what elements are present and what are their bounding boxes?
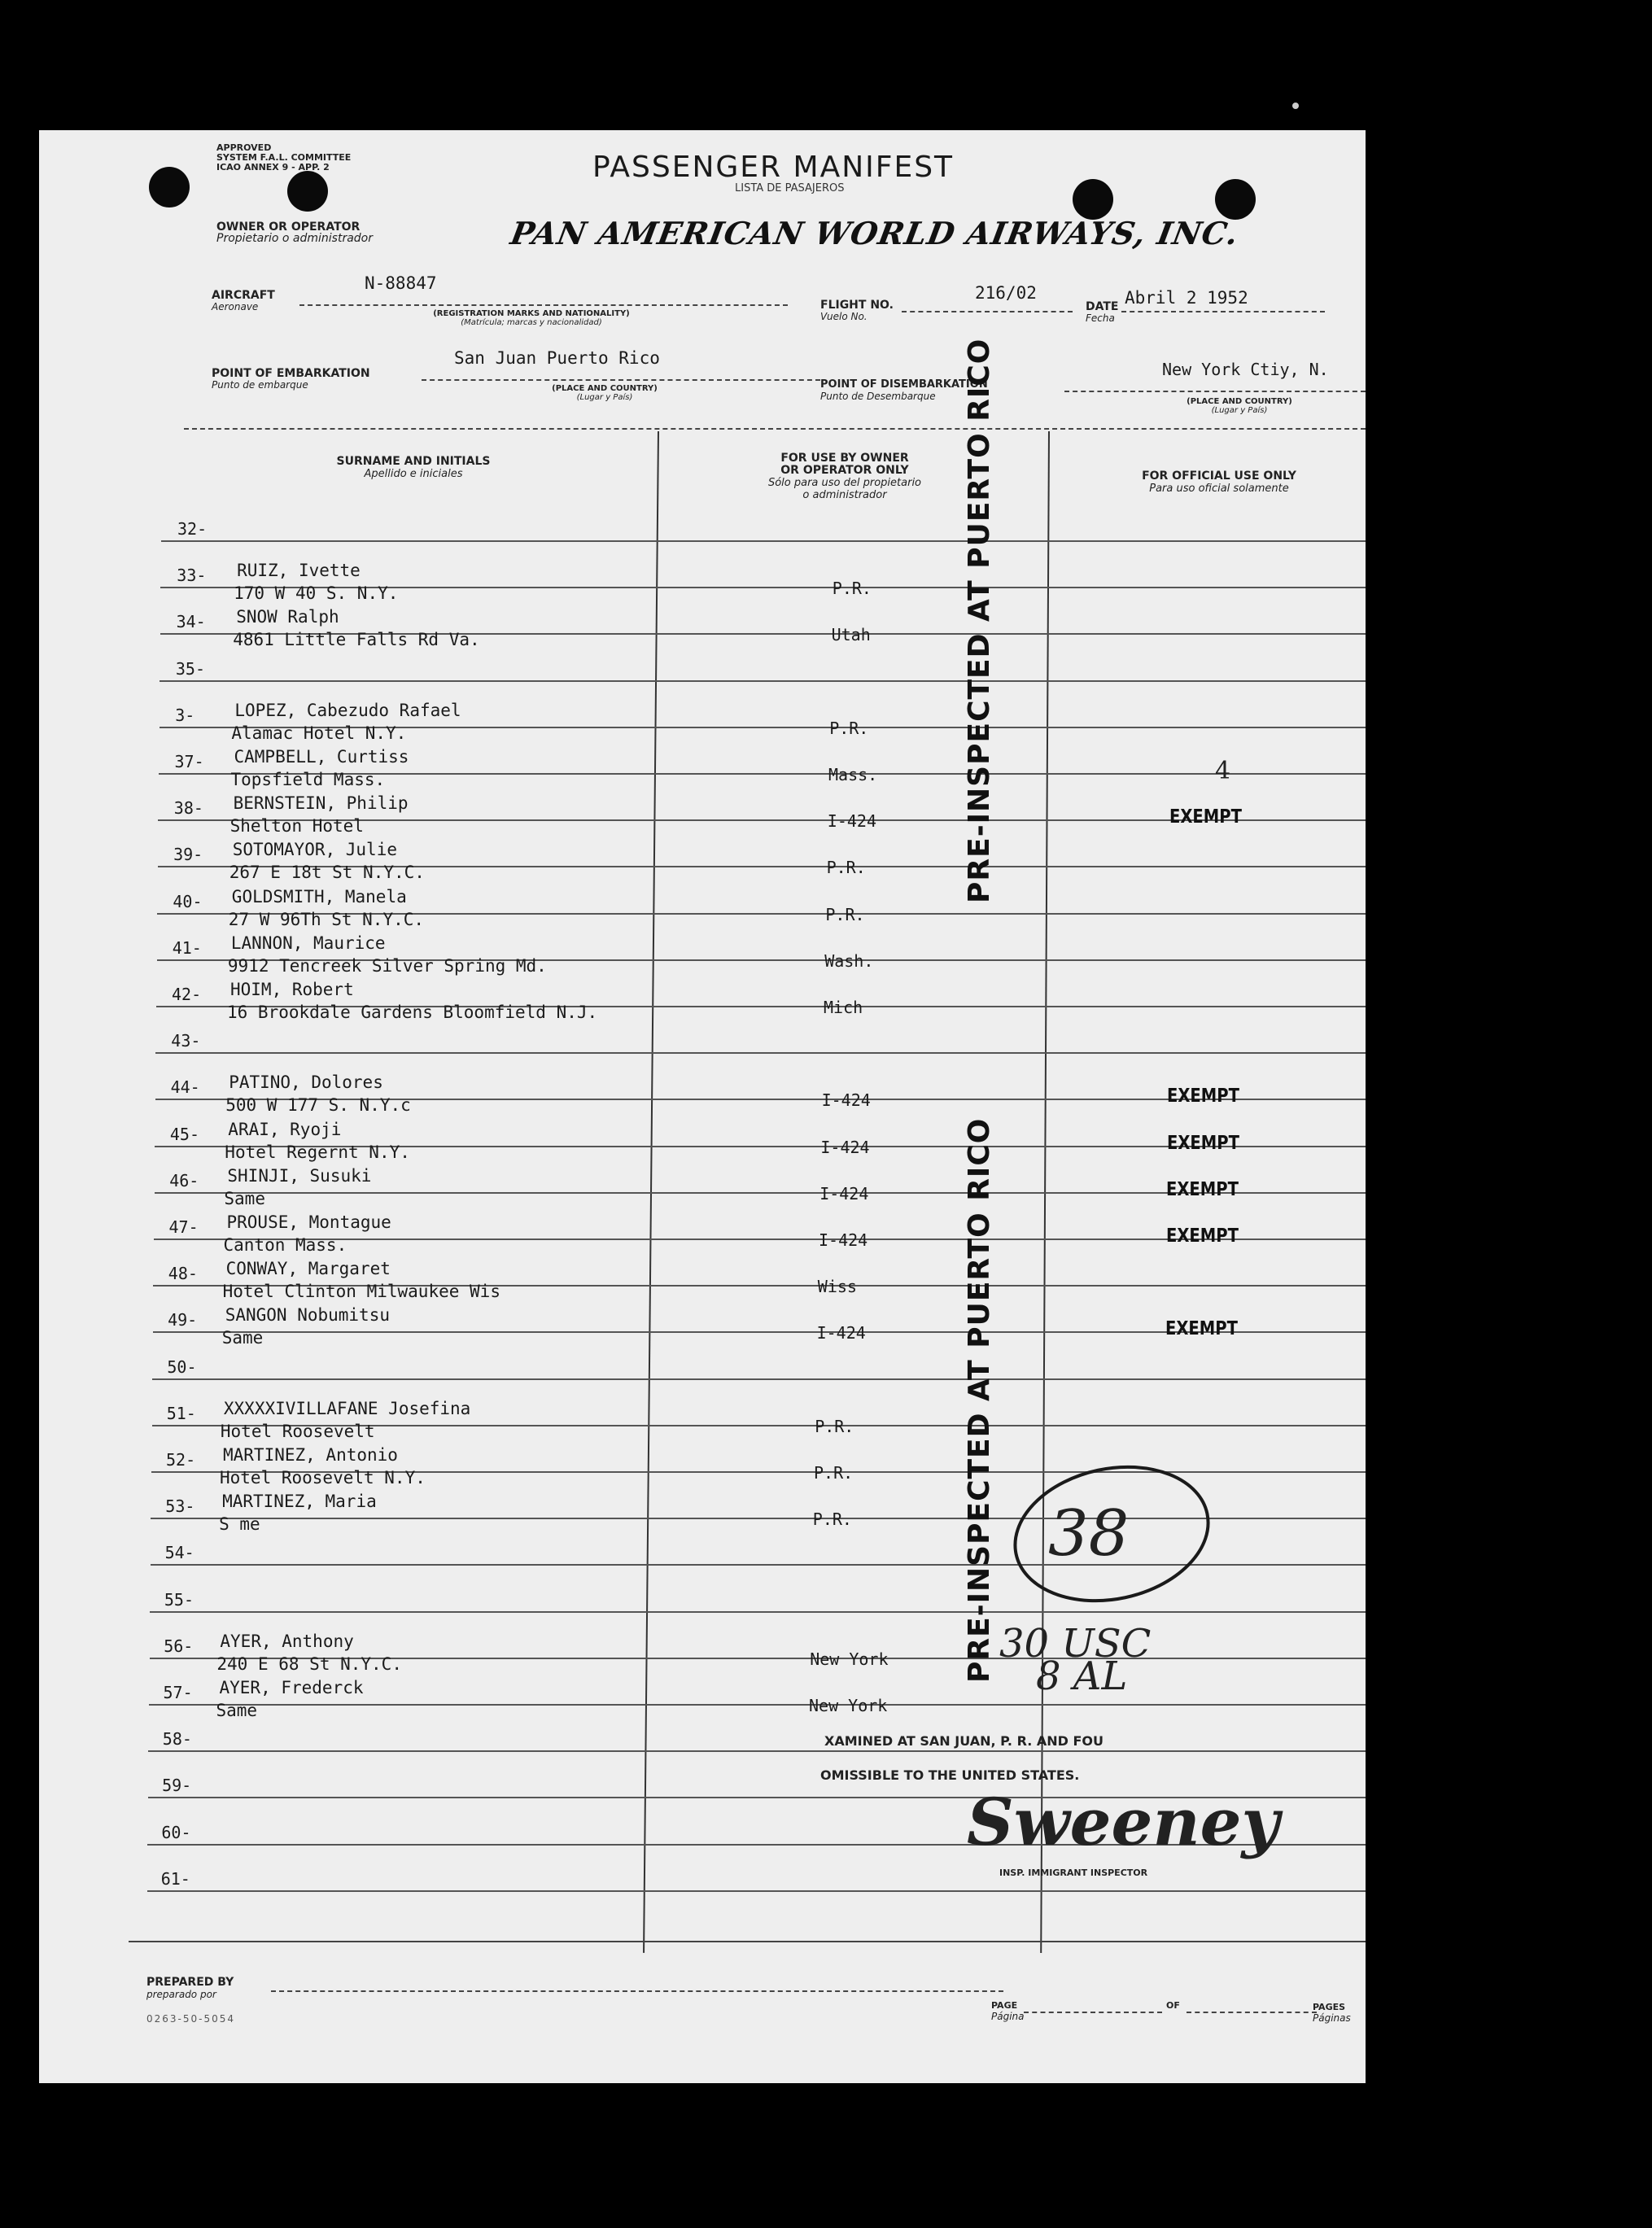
row-number: 51- [166, 1404, 196, 1423]
operator-code: P.R. [814, 1463, 854, 1483]
row-rule [161, 540, 1366, 542]
operator-code: P.R. [829, 719, 869, 738]
row-number: 39- [173, 845, 203, 864]
exempt-stamp: EXEMPT [1166, 1179, 1239, 1200]
official-column-header: FOR OFFICIAL USE ONLY Para uso oficial solamente [1142, 470, 1296, 495]
passenger-address: 4861 Little Falls Rd Va. [233, 630, 480, 649]
passenger-address: 16 Brookdale Gardens Bloomfield N.J. [227, 1003, 598, 1022]
manifest-page [39, 130, 1366, 2083]
row-number: 57- [163, 1683, 193, 1702]
handwritten-code-1: 30 USC [999, 1621, 1152, 1667]
exempt-stamp: EXEMPT [1166, 1133, 1239, 1154]
passenger-address: Alamac Hotel N.Y. [231, 723, 407, 743]
passenger-name: ARAI, Ryoji [228, 1120, 342, 1139]
row-number: 33- [177, 566, 207, 585]
row-number: 41- [172, 938, 202, 958]
date-value: Abril 2 1952 [1125, 288, 1248, 308]
table-bottom-line [129, 1941, 1366, 1942]
passenger-name: CAMPBELL, Curtiss [234, 747, 409, 767]
aircraft-line [299, 304, 788, 306]
row-number: 42- [172, 985, 202, 1004]
passenger-name: XXXXXIVILLAFANE Josefina [223, 1399, 471, 1418]
date-line [1121, 311, 1325, 312]
exempt-stamp: EXEMPT [1167, 1086, 1239, 1107]
passenger-address: 500 W 177 S. N.Y.c [225, 1095, 411, 1115]
passenger-name: CONWAY, Margaret [225, 1259, 391, 1278]
passenger-address: Hotel Roosevelt N.Y. [220, 1468, 426, 1488]
operator-code: I-424 [819, 1230, 868, 1250]
prepared-by-label: PREPARED BY preparado por [146, 1976, 234, 2000]
passenger-address: Hotel Regernt N.Y. [225, 1142, 410, 1162]
passenger-name: AYER, Anthony [220, 1632, 354, 1651]
handwritten-code-2: 8 AL [1036, 1654, 1128, 1699]
passenger-name: MARTINEZ, Maria [222, 1492, 377, 1511]
operator-code: Wash. [824, 951, 874, 971]
operator-code: Wiss [817, 1277, 857, 1296]
passenger-name: GOLDSMITH, Manela [231, 887, 407, 906]
pages-label: PAGES Páginas [1313, 2002, 1351, 2024]
punch-hole [149, 167, 190, 208]
embark-line [422, 379, 820, 381]
passenger-name: RUIZ, Ivette [237, 561, 361, 580]
inspector-signature: Sweeney [967, 1784, 1279, 1860]
passenger-address: 267 E 18t St N.Y.C. [229, 863, 425, 882]
owner-label: OWNER OR OPERATOR Propietario o administrador [216, 221, 373, 245]
page-line [1024, 2012, 1162, 2013]
operator-column-header: FOR USE BY OWNER OR OPERATOR ONLY Sólo para uso del propietario o administrador [767, 452, 922, 501]
passenger-name: LANNON, Maurice [230, 933, 386, 953]
row-number: 3- [175, 706, 195, 725]
passenger-name: BERNSTEIN, Philip [233, 793, 409, 813]
disembark-value: New York Ctiy, N. [1162, 360, 1329, 379]
operator-code: P.R. [825, 905, 865, 924]
operator-code: P.R. [832, 579, 872, 598]
operator-code: I-424 [816, 1323, 866, 1343]
passenger-name: SOTOMAYOR, Julie [232, 840, 397, 859]
row-number: 55- [164, 1590, 194, 1610]
row-rule [148, 1750, 1366, 1752]
passenger-name: SNOW Ralph [236, 607, 339, 627]
row-number: 44- [170, 1077, 200, 1097]
passenger-address: Topsfield Mass. [230, 770, 386, 789]
passenger-address: 27 W 96Th St N.Y.C. [228, 910, 425, 929]
passenger-address: 9912 Tencreek Silver Spring Md. [227, 956, 547, 976]
disembark-place-note: (PLACE AND COUNTRY) (Lugar y País) [1187, 397, 1292, 415]
page-label: PAGE Página [991, 2000, 1025, 2022]
row-number: 34- [176, 612, 206, 631]
passenger-address: Hotel Roosevelt [220, 1422, 375, 1441]
disembark-label: POINT OF DISEMBARKATION Punto de Desembarque [820, 378, 988, 402]
row-number: 35- [175, 659, 206, 679]
exempt-stamp: EXEMPT [1169, 806, 1242, 828]
registration-note: (REGISTRATION MARKS AND NATIONALITY) (Matrícula; marcas y nacionalidad) [433, 309, 630, 327]
row-rule [149, 1704, 1366, 1706]
of-line [1187, 2012, 1317, 2013]
operator-code: P.R. [812, 1509, 852, 1529]
examined-stamp-line-1: XAMINED AT SAN JUAN, P. R. AND FOU [824, 1733, 1104, 1749]
manifest-title: PASSENGER MANIFEST [592, 151, 955, 184]
row-number: 53- [165, 1496, 195, 1516]
passenger-address: Same [221, 1328, 264, 1348]
row-number: 60- [161, 1823, 191, 1842]
passenger-name: PATINO, Dolores [229, 1072, 383, 1092]
official-mark: 4 [1215, 757, 1231, 785]
examined-stamp-line-2: OMISSIBLE TO THE UNITED STATES. [820, 1767, 1080, 1783]
passenger-name: SHINJI, Susuki [227, 1166, 372, 1186]
approval-block: APPROVED SYSTEM F.A.L. COMMITTEE ICAO ANNEX 9 - APP. 2 [216, 142, 352, 173]
of-label: OF [1166, 2000, 1180, 2011]
operator-code: I-424 [820, 1138, 870, 1157]
scan-speck [1292, 103, 1299, 109]
punch-hole [1215, 179, 1256, 220]
passenger-address: Hotel Clinton Milwaukee Wis [222, 1282, 500, 1301]
flight-line [902, 311, 1073, 312]
passenger-name: PROUSE, Montague [226, 1212, 391, 1232]
row-number: 47- [168, 1217, 199, 1237]
aircraft-value: N-88847 [365, 273, 437, 293]
table-top-line [184, 428, 1366, 430]
row-number: 58- [162, 1729, 192, 1749]
row-rule [147, 1890, 1366, 1892]
row-number: 37- [174, 752, 204, 771]
embark-value: San Juan Puerto Rico [454, 348, 660, 368]
operator-code: I-424 [827, 811, 877, 831]
prepared-by-line [271, 1990, 1003, 1992]
flight-label: FLIGHT NO. Vuelo No. [820, 299, 894, 322]
passenger-name: LOPEZ, Cabezudo Rafael [234, 701, 461, 720]
row-number: 38- [173, 798, 203, 818]
row-rule [155, 1052, 1366, 1054]
row-number: 52- [166, 1450, 196, 1470]
row-number: 49- [168, 1310, 198, 1330]
operator-code: P.R. [815, 1417, 854, 1436]
operator-code: New York [809, 1696, 888, 1715]
operator-code: P.R. [826, 858, 866, 877]
row-number: 54- [164, 1543, 194, 1562]
row-number: 61- [160, 1869, 190, 1889]
row-number: 48- [168, 1264, 198, 1283]
row-number: 40- [173, 892, 203, 911]
exempt-stamp: EXEMPT [1165, 1318, 1238, 1339]
circled-count: 38 [1048, 1497, 1130, 1571]
name-column-header: SURNAME AND INITIALS Apellido e iniciales [336, 455, 491, 480]
disembark-line [1064, 391, 1366, 392]
inspector-title: INSP. IMMIGRANT INSPECTOR [999, 1868, 1148, 1878]
operator-code: New York [810, 1649, 889, 1669]
passenger-address: Canton Mass. [223, 1235, 347, 1255]
passenger-address: 240 E 68 St N.Y.C. [216, 1654, 402, 1674]
row-number: 46- [169, 1171, 199, 1190]
passenger-address: Same [224, 1189, 265, 1208]
operator-code: I-424 [819, 1184, 869, 1204]
exempt-stamp: EXEMPT [1165, 1225, 1239, 1247]
embark-label: POINT OF EMBARKATION Punto de embarque [212, 367, 370, 391]
row-number: 43- [171, 1031, 201, 1051]
preinspected-stamp-upper: PRE-INSPECTED AT PUERTO RICO [963, 338, 996, 903]
punch-hole [1073, 179, 1113, 220]
date-label: DATE Fecha [1086, 300, 1119, 324]
row-rule [152, 1378, 1366, 1380]
operator-code: I-424 [821, 1090, 871, 1110]
embark-place-note: (PLACE AND COUNTRY) (Lugar y País) [552, 384, 658, 402]
row-number: 50- [167, 1357, 197, 1377]
passenger-address: Shelton Hotel [229, 816, 364, 836]
passenger-address: S me [219, 1514, 260, 1534]
flight-value: 216/02 [975, 283, 1037, 303]
aircraft-label: AIRCRAFT Aeronave [212, 289, 275, 312]
company-name: PAN AMERICAN WORLD AIRWAYS, INC. [508, 215, 1242, 251]
operator-code: Mich [824, 998, 863, 1017]
manifest-subtitle: LISTA DE PASAJEROS [735, 182, 845, 194]
row-number: 59- [162, 1776, 192, 1795]
passenger-name: HOIM, Robert [230, 980, 354, 999]
operator-code: Mass. [828, 765, 878, 784]
passenger-address: 170 W 40 S. N.Y. [234, 583, 399, 603]
passenger-name: SANGON Nobumitsu [225, 1305, 390, 1325]
row-number: 45- [169, 1125, 200, 1144]
row-number: 32- [177, 519, 208, 539]
passenger-name: AYER, Frederck [219, 1678, 364, 1697]
punch-hole [287, 171, 328, 212]
form-number: 0263-50-5054 [146, 2013, 236, 2025]
row-rule [160, 680, 1366, 682]
row-number: 56- [164, 1636, 194, 1656]
operator-code: Utah [831, 625, 871, 644]
passenger-name: MARTINEZ, Antonio [223, 1445, 398, 1465]
preinspected-stamp-lower: PRE-INSPECTED AT PUERTO RICO [963, 1117, 996, 1683]
passenger-address: Same [216, 1701, 258, 1720]
